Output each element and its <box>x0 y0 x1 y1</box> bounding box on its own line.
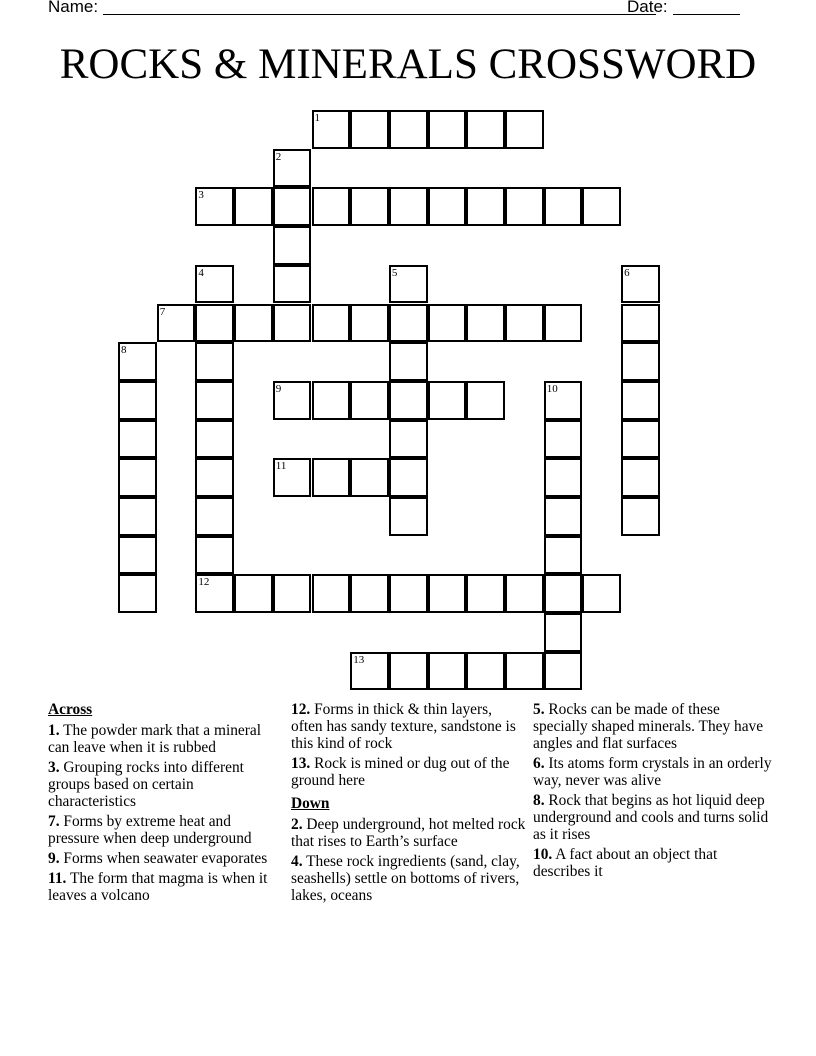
down-heading: Down <box>291 795 330 812</box>
grid-cell[interactable] <box>389 420 428 459</box>
clue-text: The form that magma is when it leaves a volcano <box>48 870 268 904</box>
clue-text: Forms by extreme heat and pressure when deep underground <box>48 813 252 847</box>
grid-cell[interactable] <box>195 381 234 420</box>
clue-number: 13. <box>291 755 311 772</box>
cell-number: 13 <box>353 653 365 666</box>
clue-down-10 <box>533 846 773 880</box>
grid-cell[interactable] <box>621 304 660 343</box>
clue-across-13 <box>291 755 526 789</box>
grid-cell[interactable] <box>195 304 234 343</box>
grid-cell[interactable] <box>466 652 505 691</box>
clue-number: 8. <box>533 792 545 809</box>
grid-cell[interactable] <box>389 110 428 149</box>
grid-cell[interactable] <box>389 458 428 497</box>
grid-cell[interactable] <box>195 458 234 497</box>
grid-cell[interactable] <box>195 420 234 459</box>
grid-cell[interactable] <box>273 226 312 265</box>
grid-cell[interactable] <box>621 497 660 536</box>
grid-cell[interactable] <box>505 110 544 149</box>
grid-cell[interactable] <box>389 342 428 381</box>
grid-cell[interactable] <box>544 187 583 226</box>
clues-column-1 <box>48 701 283 907</box>
clue-text: Grouping rocks into different groups based on certain characteristics <box>48 759 244 810</box>
grid-cell[interactable] <box>118 536 157 575</box>
clues-column-2 <box>291 701 526 907</box>
grid-cell[interactable] <box>428 110 467 149</box>
grid-cell[interactable] <box>273 458 312 497</box>
clue-down-8 <box>533 792 773 843</box>
grid-cell[interactable] <box>466 304 505 343</box>
grid-cell[interactable] <box>273 265 312 304</box>
grid-cell[interactable] <box>544 420 583 459</box>
grid-cell[interactable] <box>350 652 389 691</box>
grid-cell[interactable] <box>118 574 157 613</box>
clue-text: Its atoms form crystals in an orderly way, never was alive <box>533 755 772 789</box>
grid-cell[interactable] <box>389 187 428 226</box>
grid-cell[interactable] <box>544 497 583 536</box>
grid-cell[interactable] <box>466 110 505 149</box>
grid-cell[interactable] <box>582 187 621 226</box>
clues-column-3 <box>533 701 773 883</box>
clue-across-7 <box>48 813 283 847</box>
grid-cell[interactable] <box>195 536 234 575</box>
grid-cell[interactable] <box>505 574 544 613</box>
cell-number: 7 <box>159 305 166 318</box>
grid-cell[interactable] <box>350 381 389 420</box>
grid-cell[interactable] <box>273 381 312 420</box>
grid-cell[interactable] <box>118 497 157 536</box>
clue-number: 6. <box>533 755 545 772</box>
grid-cell[interactable] <box>195 497 234 536</box>
grid-cell[interactable] <box>428 574 467 613</box>
clue-text: Forms in thick & thin layers, often has sandy texture, sandstone is this kind of rock <box>291 701 516 752</box>
grid-cell[interactable] <box>621 458 660 497</box>
cell-number: 8 <box>121 344 127 357</box>
grid-cell[interactable] <box>544 574 583 613</box>
grid-cell[interactable] <box>544 458 583 497</box>
clue-across-3 <box>48 759 283 810</box>
grid-cell[interactable] <box>350 187 389 226</box>
grid-cell[interactable] <box>621 420 660 459</box>
cell-number: 4 <box>198 266 204 279</box>
cell-number: 1 <box>314 112 320 124</box>
clue-text: Rocks can be made of these specially shaped minerals. They have angles and flat surfaces <box>533 701 764 752</box>
cell-number: 11 <box>275 460 287 473</box>
clue-number: 10. <box>533 846 553 863</box>
grid-cell[interactable] <box>389 381 428 420</box>
clue-number: 7. <box>48 813 60 830</box>
grid-cell[interactable] <box>389 497 428 536</box>
grid-cell[interactable] <box>312 574 351 613</box>
grid-cell[interactable] <box>544 304 583 343</box>
clue-number: 4. <box>291 853 303 870</box>
clue-number: 12. <box>291 701 311 718</box>
grid-cell[interactable] <box>312 458 351 497</box>
grid-cell[interactable] <box>428 304 467 343</box>
cell-number: 12 <box>198 576 210 589</box>
clue-number: 9. <box>48 850 60 867</box>
clue-text: The powder mark that a mineral can leave when it is rubbed <box>48 722 261 756</box>
grid-cell[interactable] <box>621 381 660 420</box>
clue-number: 11. <box>48 870 67 887</box>
grid-cell[interactable] <box>350 304 389 343</box>
grid-cell[interactable] <box>157 304 196 343</box>
grid-cell[interactable] <box>428 381 467 420</box>
grid-cell[interactable] <box>312 304 351 343</box>
name-label: Name: <box>48 0 99 16</box>
grid-cell[interactable] <box>466 574 505 613</box>
clue-down-6 <box>533 755 773 789</box>
cell-number: 10 <box>546 382 558 395</box>
grid-cell[interactable] <box>466 381 505 420</box>
grid-cell[interactable] <box>428 652 467 691</box>
grid-cell[interactable] <box>389 304 428 343</box>
clue-number: 2. <box>291 816 303 833</box>
clue-number: 1. <box>48 722 60 739</box>
grid-cell[interactable] <box>466 187 505 226</box>
clue-number: 3. <box>48 759 60 776</box>
grid-cell[interactable] <box>350 574 389 613</box>
grid-cell[interactable] <box>505 187 544 226</box>
cell-number: 5 <box>391 266 398 279</box>
grid-cell[interactable] <box>544 381 583 420</box>
clue-number: 5. <box>533 701 545 718</box>
grid-cell[interactable] <box>195 265 234 304</box>
cell-number: 6 <box>624 266 630 279</box>
clue-down-4 <box>291 853 526 904</box>
grid-cell[interactable] <box>234 574 273 613</box>
across-heading: Across <box>48 701 93 718</box>
grid-cell[interactable] <box>389 652 428 691</box>
grid-cell[interactable] <box>234 187 273 226</box>
grid-cell[interactable] <box>505 304 544 343</box>
grid-cell[interactable] <box>118 342 157 381</box>
grid-cell[interactable] <box>350 458 389 497</box>
grid-cell[interactable] <box>195 187 234 226</box>
grid-cell[interactable] <box>389 265 428 304</box>
grid-cell[interactable] <box>428 187 467 226</box>
grid-cell[interactable] <box>195 342 234 381</box>
grid-cell[interactable] <box>273 149 312 188</box>
clue-down-2 <box>291 816 526 850</box>
clue-text: Rock is mined or dug out of the ground here <box>291 755 510 789</box>
grid-cell[interactable] <box>118 458 157 497</box>
clue-text: Deep underground, hot melted rock that rises to Earth’s surface <box>291 816 526 850</box>
clue-across-12 <box>291 701 526 752</box>
cell-number: 3 <box>198 189 204 202</box>
grid-cell[interactable] <box>118 381 157 420</box>
grid-cell[interactable] <box>621 265 660 304</box>
clue-across-1 <box>48 722 283 756</box>
grid-cell[interactable] <box>389 574 428 613</box>
date-label: Date: <box>627 0 668 16</box>
grid-cell[interactable] <box>350 110 389 149</box>
grid-cell[interactable] <box>234 304 273 343</box>
clue-text: A fact about an object that describes it <box>533 846 718 880</box>
cell-number: 9 <box>275 382 282 395</box>
grid-cell[interactable] <box>195 574 234 613</box>
grid-cell[interactable] <box>544 536 583 575</box>
cell-number: 2 <box>275 150 282 163</box>
grid-cell[interactable] <box>544 613 583 652</box>
clue-text: These rock ingredients (sand, clay, seashells) settle on bottoms of rivers, lakes, oceans <box>291 853 520 904</box>
grid-cell[interactable] <box>505 652 544 691</box>
grid-cell[interactable] <box>312 381 351 420</box>
grid-cell[interactable] <box>273 304 312 343</box>
page-title: ROCKS & MINERALS CROSSWORD <box>59 41 757 88</box>
grid-cell[interactable] <box>273 574 312 613</box>
grid-cell[interactable] <box>582 574 621 613</box>
grid-cell[interactable] <box>273 187 312 226</box>
clue-across-11 <box>48 870 283 904</box>
clue-text: Forms when seawater evaporates <box>63 850 268 867</box>
clue-down-5 <box>533 701 773 752</box>
grid-cell[interactable] <box>312 110 351 149</box>
clue-across-9 <box>48 850 283 867</box>
grid-cell[interactable] <box>621 342 660 381</box>
grid-cell[interactable] <box>544 652 583 691</box>
grid-cell[interactable] <box>118 420 157 459</box>
grid-cell[interactable] <box>312 187 351 226</box>
clue-text: Rock that begins as hot liquid deep underground and cools and turns solid as it rises <box>533 792 769 843</box>
